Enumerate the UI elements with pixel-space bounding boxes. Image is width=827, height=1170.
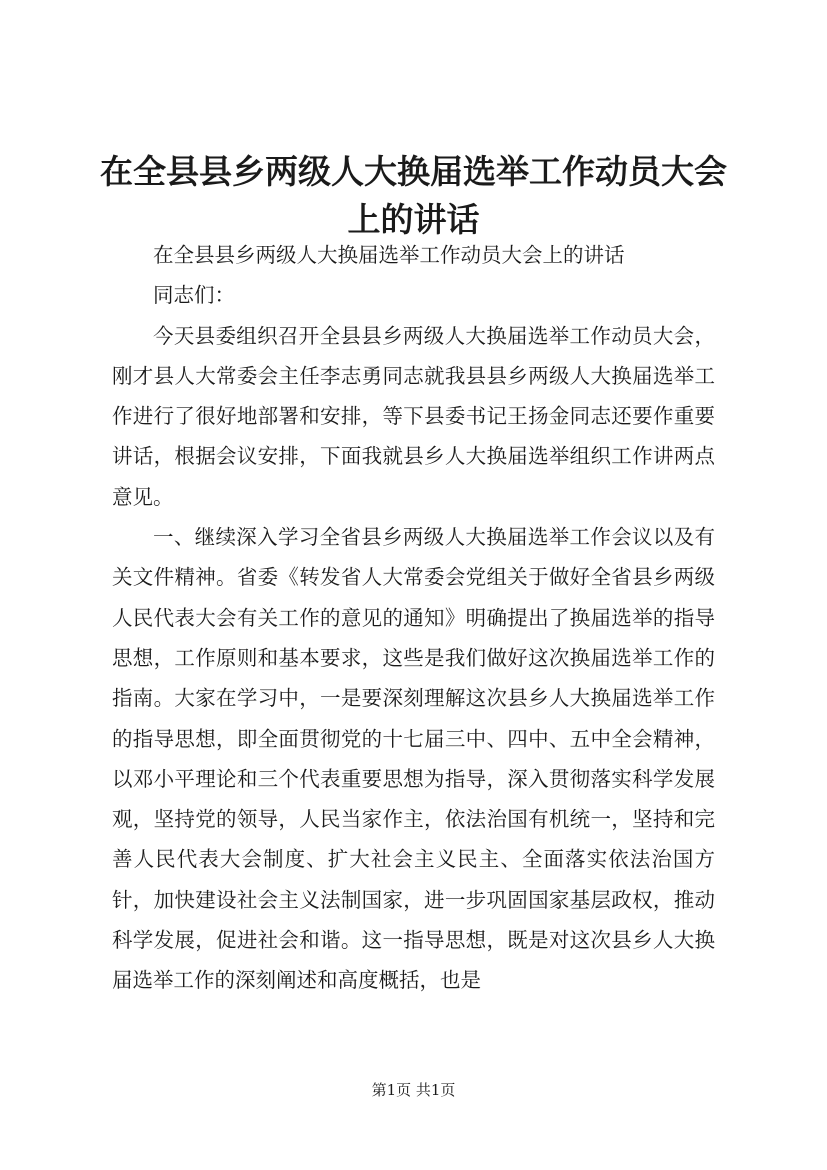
paragraph-subtitle: 在全县县乡两级人大换届选举工作动员大会上的讲话 — [153, 243, 625, 267]
paragraph-salutation: 同志们： — [153, 283, 235, 308]
page-footer: 第1页 共1页 — [371, 1081, 456, 1099]
document-body — [112, 235, 715, 1001]
paragraph-section-one: 一、继续深入学习全省县乡两级人大换届选举工作会议以及有关文件精神。省委《转发省人大常委会党组关于做好全省县乡两级人民代表大会有关工作的意见的通知》明确提出了换届选举的指导思想，工作原则和基本要求，这些是我们做好这次换届选举工作的指南。大家在学习中，一是要深刻理解这次县乡人大换届选举工作的指导思想，即全面贯彻党的十七届三中、四中、五中全会精神，以邓小平理论和三个代表重要思想为指导，深入贯彻落实科学发展观，坚持党的领导，人民当家作主，依法治国有机统一，坚持和完善人民代表大会制度、扩大社会主义民主、全面落实依法治国方针，加快建设社会主义法制国家，进一步巩固国家基层政权，推动科学发展，促进社会和谐。这一指导思想，既是对这次县乡人大换届选举工作的深刻阐述和高度概括，也是 — [112, 525, 715, 993]
paragraph-intro: 今天县委组织召开全县县乡两级人大换届选举工作动员大会，刚才县人大常委会主任李志勇同志就我县县乡两级人大换届选举工作进行了很好地部署和安排，等下县委书记王扬金同志还要作重要讲话，根据会议安排，下面我就县乡人大换届选举组织工作讲两点意见。 — [112, 323, 715, 509]
document-title: 在全县县乡两级人大换届选举工作动员大会上的讲话 — [100, 152, 727, 239]
